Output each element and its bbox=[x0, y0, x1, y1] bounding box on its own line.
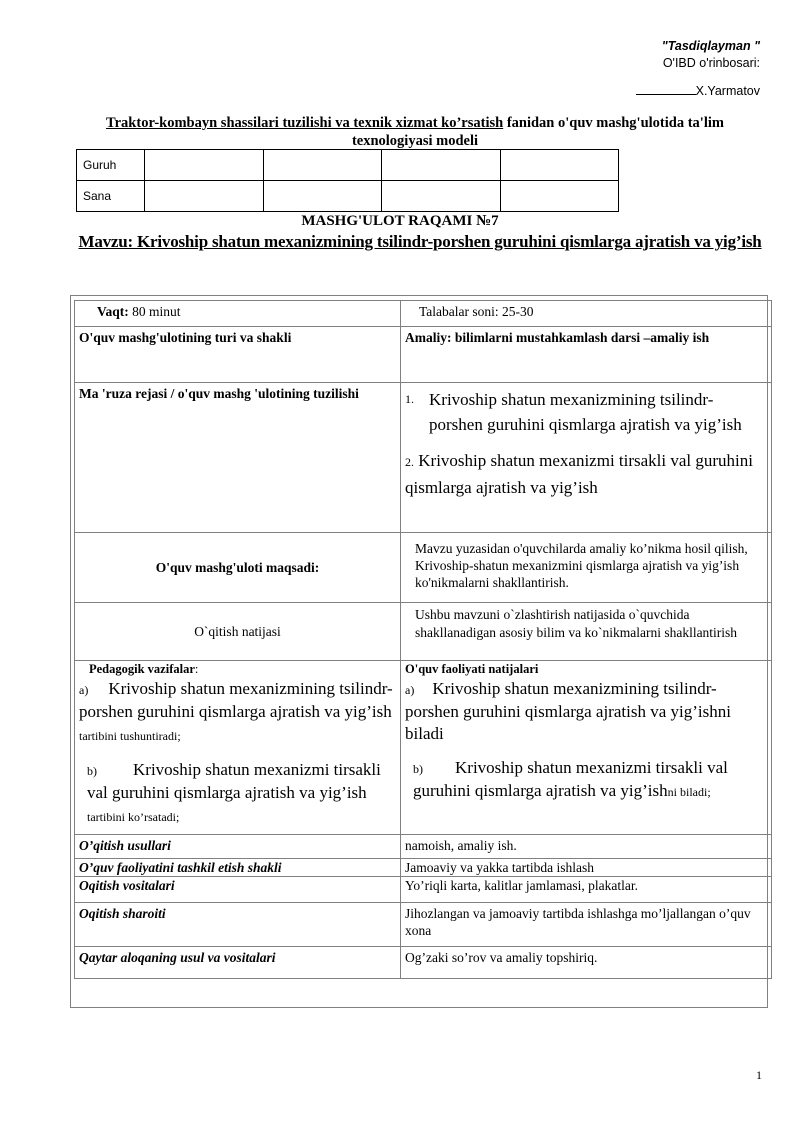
type-value: Amaliy: bilimlarni mustahkamlash darsi –amaliy ish bbox=[401, 327, 772, 383]
date-cell-3 bbox=[382, 181, 501, 212]
act-item-a-text: Krivoship shatun mexanizmining tsilindr-porshen guruhini qismlarga ajratish va yig’ishni biladi bbox=[405, 679, 731, 743]
date-cell-2 bbox=[263, 181, 382, 212]
act-item-b-tail: ni biladi; bbox=[667, 785, 711, 799]
feedback-value: Og’zaki so’rov va amaliy topshiriq. bbox=[401, 947, 772, 979]
result-label: O`qitish natijasi bbox=[75, 603, 401, 661]
act-item-b-letter: b) bbox=[413, 762, 423, 776]
feedback-label: Qaytar aloqaning usul va vositalari bbox=[75, 947, 401, 979]
act-item-b bbox=[405, 757, 767, 803]
approval-signature-line bbox=[636, 82, 760, 100]
lesson-topic: Mavzu: Krivoship shatun mexanizmining tsilindr-porshen guruhini qismlarga ajratish va yig’ish bbox=[78, 232, 762, 251]
document-title bbox=[70, 114, 760, 150]
signature-blank bbox=[636, 82, 696, 95]
approval-block bbox=[636, 38, 760, 100]
pedagogical-tasks bbox=[75, 661, 401, 835]
ped-colon: : bbox=[194, 662, 199, 676]
goal-label: O'quv mashg'uloti maqsadi: bbox=[75, 533, 401, 603]
time-value: 80 minut bbox=[128, 304, 181, 319]
plan-item-1 bbox=[405, 387, 767, 437]
activity-results bbox=[401, 661, 772, 835]
tools-label: Oqitish vositalari bbox=[75, 877, 401, 903]
methods-value: namoish, amaliy ish. bbox=[401, 835, 772, 859]
conditions-label: Oqitish sharoiti bbox=[75, 903, 401, 947]
approval-title: "Tasdiqlayman " bbox=[661, 39, 760, 53]
group-label: Guruh bbox=[77, 150, 145, 181]
plan-item-2 bbox=[405, 448, 767, 500]
conditions-value: Jihozlangan va jamoaviy tartibda ishlashga mo’ljallangan o’quv xona bbox=[401, 903, 772, 947]
plan-item-2-text: Krivoship shatun mexanizmi tirsakli val guruhini qismlarga ajratish va yig’ish bbox=[405, 451, 754, 497]
methods-label: O’qitish usullari bbox=[75, 835, 401, 859]
page-number: 1 bbox=[756, 1068, 762, 1082]
date-cell-1 bbox=[145, 181, 264, 212]
form-label: O’quv faoliyatini tashkil etish shakli bbox=[75, 859, 401, 877]
plan-value bbox=[401, 383, 772, 533]
tools-value: Yo’riqli karta, kalitlar jamlamasi, plakatlar. bbox=[401, 877, 772, 903]
approval-position: O'IBD o'rinbosari: bbox=[662, 56, 760, 70]
ped-item-a-text: Krivoship shatun mexanizmining tsilindr-porshen guruhini qismlarga ajratish va yig’ish bbox=[79, 679, 393, 721]
ped-item-b-tail: tartibini ko’rsatadi; bbox=[87, 810, 180, 824]
group-cell-4 bbox=[500, 150, 619, 181]
ped-item-a-tail: tartibini tushuntiradi; bbox=[79, 729, 181, 743]
group-date-table bbox=[76, 149, 619, 212]
result-value: Ushbu mavzuni o`zlashtirish natijasida o`quvchida shakllanadigan asosiy bilim va ko`nikmalarni shakllantirish bbox=[401, 603, 772, 661]
ped-heading bbox=[79, 661, 396, 678]
time-label: Vaqt: bbox=[97, 304, 129, 319]
ped-item-a-letter: a) bbox=[79, 683, 89, 697]
type-label: O'quv mashg'ulotining turi va shakli bbox=[75, 327, 401, 383]
plan-label: Ma 'ruza rejasi / o'quv mashg 'ulotining tuzilishi bbox=[75, 383, 401, 533]
plan-item-2-number: 2. bbox=[405, 455, 414, 469]
act-item-a bbox=[405, 678, 767, 745]
plan-item-1-number: 1. bbox=[405, 392, 414, 406]
date-label: Sana bbox=[77, 181, 145, 212]
form-value: Jamoaviy va yakka tartibda ishlash bbox=[401, 859, 772, 877]
act-item-b-text: Krivoship shatun mexanizmi tirsakli val guruhini qismlarga ajratish va yig’ish bbox=[413, 758, 728, 800]
act-item-a-letter: a) bbox=[405, 683, 415, 697]
time-cell bbox=[75, 301, 401, 327]
plan-item-1-text: Krivoship shatun mexanizmining tsilindr-porshen guruhini qismlarga ajratish va yig’ish bbox=[429, 390, 742, 434]
approver-name: X.Yarmatov bbox=[695, 84, 760, 98]
students-cell: Talabalar soni: 25-30 bbox=[401, 301, 772, 327]
ped-item-a bbox=[79, 678, 396, 747]
subject-name: Traktor-kombayn shassilari tuzilishi va texnik xizmat ko’rsatish bbox=[106, 115, 504, 131]
ped-item-b-text: Krivoship shatun mexanizmi tirsakli val guruhini qismlarga ajratish va yig’ish bbox=[87, 760, 381, 802]
ped-item-b bbox=[79, 759, 396, 828]
group-cell-3 bbox=[382, 150, 501, 181]
group-cell-2 bbox=[263, 150, 382, 181]
goal-value: Mavzu yuzasidan o'quvchilarda amaliy ko’nikma hosil qilish, Krivoship-shatun mexanizmini qismlarga ajratish va yig’ish ko'nikmalarni shakllantirish. bbox=[401, 533, 772, 603]
date-cell-4 bbox=[500, 181, 619, 212]
lesson-number: MASHG'ULOT RAQAMI №7 bbox=[301, 213, 499, 229]
lesson-model-table bbox=[74, 300, 772, 979]
ped-item-b-letter: b) bbox=[87, 764, 97, 778]
title-rest: fanidan o'quv mashg'ulotida ta'lim texnologiyasi modeli bbox=[351, 115, 724, 149]
group-cell-1 bbox=[145, 150, 264, 181]
ped-label: Pedagogik vazifalar bbox=[89, 662, 195, 676]
act-label: O'quv faoliyati natijalari bbox=[405, 662, 539, 676]
